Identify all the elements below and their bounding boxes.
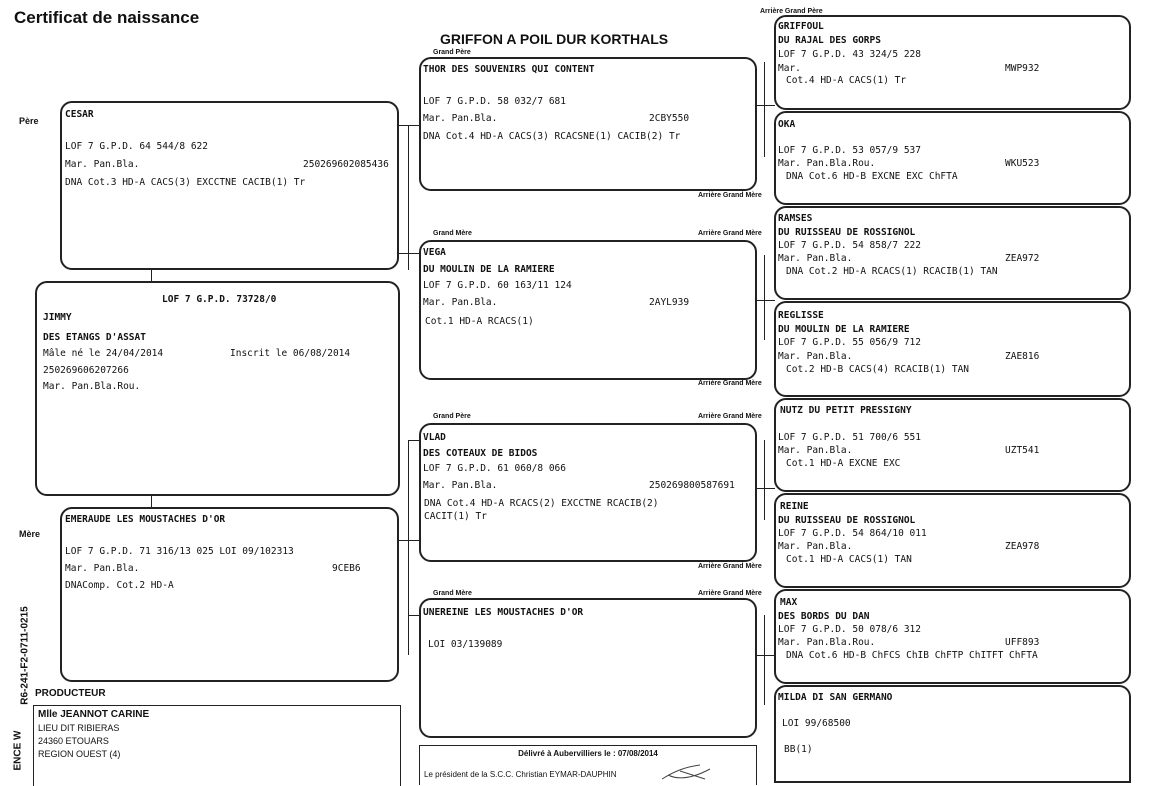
gp-titles: Cot.1 HD-A RCACS(1) bbox=[425, 316, 534, 327]
ggp-color: Mar. Pan.Bla. bbox=[778, 351, 853, 362]
ggp-color: Mar. Pan.Bla. bbox=[778, 541, 853, 552]
signature-icon bbox=[660, 761, 720, 783]
ggp-color: Mar. Pan.Bla. bbox=[778, 445, 853, 456]
gp-lof: LOF 7 G.P.D. 60 163/11 124 bbox=[423, 280, 572, 291]
connector bbox=[764, 62, 765, 157]
gp-id: 250269800587691 bbox=[649, 480, 735, 491]
ggp-color: Mar. Pan.Bla.Rou. bbox=[778, 637, 876, 648]
gp4-label: Grand Mère bbox=[433, 590, 472, 597]
producer-line3: REGION OUEST (4) bbox=[38, 749, 121, 759]
dog-registered: Inscrit le 06/08/2014 bbox=[230, 348, 351, 359]
ggp-lof: LOF 7 G.P.D. 55 056/9 712 bbox=[778, 337, 921, 348]
gp-titles: DNA Cot.4 HD-A RCACS(2) EXCCTNE RCACIB(2) bbox=[424, 498, 659, 509]
ggp-titles: Cot.1 HD-A EXCNE EXC bbox=[786, 458, 901, 469]
ggp-titles: Cot.4 HD-A CACS(1) Tr bbox=[786, 75, 907, 86]
ggp-id: WKU523 bbox=[1005, 158, 1040, 169]
ggp-name: MAX bbox=[780, 597, 798, 608]
ggp-label: Arrière Grand Père bbox=[760, 8, 823, 15]
connector bbox=[755, 488, 775, 489]
great-grandparent-card bbox=[774, 685, 1131, 783]
dam-color: Mar. Pan.Bla. bbox=[65, 563, 140, 574]
ggp-color: Mar. bbox=[778, 63, 801, 74]
dam-card bbox=[60, 507, 399, 682]
delivery-issued: Délivré à Aubervilliers le : 07/08/2014 bbox=[518, 749, 658, 758]
grandparent-card bbox=[419, 598, 757, 738]
great-grandparent-card bbox=[774, 493, 1131, 588]
dog-affix: DES ETANGS D'ASSAT bbox=[43, 332, 146, 343]
ggp-id: MWP932 bbox=[1005, 63, 1040, 74]
sire-color: Mar. Pan.Bla. bbox=[65, 159, 140, 170]
delivery-president: Le président de la S.C.C. Christian EYMAR-DAUPHIN bbox=[424, 770, 617, 779]
gp-color: Mar. Pan.Bla. bbox=[423, 297, 498, 308]
connector bbox=[408, 440, 409, 655]
delivery-card bbox=[419, 745, 757, 785]
great-grandparent-card bbox=[774, 206, 1131, 300]
ggp-name: MILDA DI SAN GERMANO bbox=[778, 692, 893, 703]
connector bbox=[755, 300, 775, 301]
connector bbox=[764, 440, 765, 520]
producer-line1: LIEU DIT RIBIERAS bbox=[38, 723, 120, 733]
ggm-label: Arrière Grand Mère bbox=[698, 192, 762, 199]
ggp-id: ZEA978 bbox=[1005, 541, 1040, 552]
dog-name: JIMMY bbox=[43, 312, 72, 323]
pere-label: Père bbox=[19, 116, 39, 126]
ggp-titles: DNA Cot.6 HD-B ChFCS ChIB ChFTP ChITFT ChFTA bbox=[786, 650, 1038, 661]
ggp-lof: LOF 7 G.P.D. 54 864/10 011 bbox=[778, 528, 927, 539]
producer-line2: 24360 ETOUARS bbox=[38, 736, 109, 746]
ggp-name: REINE bbox=[780, 501, 809, 512]
dog-born: Mâle né le 24/04/2014 bbox=[43, 348, 164, 359]
ggp-id: ZAE816 bbox=[1005, 351, 1040, 362]
ggp-id: UFF893 bbox=[1005, 637, 1040, 648]
ggp-name: REGLISSE bbox=[778, 310, 824, 321]
great-grandparent-card bbox=[774, 589, 1131, 684]
connector bbox=[764, 255, 765, 340]
ggp-lof: LOF 7 G.P.D. 50 078/6 312 bbox=[778, 624, 921, 635]
ggp-color: Mar. Pan.Bla.Rou. bbox=[778, 158, 876, 169]
gp-lof: LOI 03/139089 bbox=[428, 639, 503, 650]
dog-color: Mar. Pan.Bla.Rou. bbox=[43, 381, 141, 392]
connector bbox=[151, 268, 152, 282]
ggp-titles: Cot.1 HD-A CACS(1) TAN bbox=[786, 554, 912, 565]
gp-titles2: CACIT(1) Tr bbox=[424, 511, 487, 522]
ggp-lof: LOI 99/68500 bbox=[782, 718, 851, 729]
gp-titles: DNA Cot.4 HD-A CACS(3) RCACSNE(1) CACIB(2) Tr bbox=[423, 131, 681, 142]
ggm-label: Arrière Grand Mère bbox=[698, 230, 762, 237]
ggp-color: Mar. Pan.Bla. bbox=[778, 253, 853, 264]
connector bbox=[151, 494, 152, 508]
gp-color: Mar. Pan.Bla. bbox=[423, 113, 498, 124]
ggp-extra: BB(1) bbox=[784, 744, 813, 755]
dam-titles: DNAComp. Cot.2 HD-A bbox=[65, 580, 174, 591]
connector bbox=[764, 615, 765, 705]
producer-card bbox=[33, 705, 401, 786]
ggp-affix: DU MOULIN DE LA RAMIERE bbox=[778, 324, 910, 335]
grandparent-card bbox=[419, 240, 757, 380]
dog-lof: LOF 7 G.P.D. 73728/0 bbox=[162, 294, 277, 305]
great-grandparent-card bbox=[774, 111, 1131, 205]
ggm-label: Arrière Grand Mère bbox=[698, 380, 762, 387]
ggm-label: Arrière Grand Mère bbox=[698, 563, 762, 570]
grandparent-card bbox=[419, 57, 757, 191]
sire-name: CESAR bbox=[65, 109, 94, 120]
connector bbox=[408, 125, 409, 270]
gp-lof: LOF 7 G.P.D. 61 060/8 066 bbox=[423, 463, 566, 474]
gp-id: 2AYL939 bbox=[649, 297, 690, 308]
sire-lof: LOF 7 G.P.D. 64 544/8 622 bbox=[65, 141, 208, 152]
sire-id: 250269602085436 bbox=[303, 159, 389, 170]
great-grandparent-card bbox=[774, 301, 1131, 397]
gp-lof: LOF 7 G.P.D. 58 032/7 681 bbox=[423, 96, 566, 107]
ggp-lof: LOF 7 G.P.D. 43 324/5 228 bbox=[778, 49, 921, 60]
ggp-lof: LOF 7 G.P.D. 54 858/7 222 bbox=[778, 240, 921, 251]
grandparent-card bbox=[419, 423, 757, 562]
ggp-name: OKA bbox=[778, 119, 796, 130]
gp1-label: Grand Père bbox=[433, 49, 471, 56]
ggp-affix: DES BORDS DU DAN bbox=[778, 611, 870, 622]
ggp-id: UZT541 bbox=[1005, 445, 1040, 456]
ggp-titles: DNA Cot.2 HD-A RCACS(1) RCACIB(1) TAN bbox=[786, 266, 998, 277]
ggp-affix: DU RUISSEAU DE ROSSIGNOL bbox=[778, 227, 916, 238]
ggp-affix: DU RUISSEAU DE ROSSIGNOL bbox=[778, 515, 916, 526]
great-grandparent-card bbox=[774, 398, 1131, 492]
gp-name: VLAD bbox=[423, 432, 446, 443]
page-title: Certificat de naissance bbox=[14, 8, 200, 27]
gp-affix: DU MOULIN DE LA RAMIERE bbox=[423, 264, 555, 275]
sire-card bbox=[60, 101, 399, 270]
mere-label: Mère bbox=[19, 529, 41, 539]
great-grandparent-card bbox=[774, 15, 1131, 110]
connector bbox=[398, 125, 420, 126]
ggp-name: NUTZ DU PETIT PRESSIGNY bbox=[780, 405, 912, 416]
ggm-label: Arrière Grand Mère bbox=[698, 413, 762, 420]
connector bbox=[755, 655, 775, 656]
ggp-id: ZEA972 bbox=[1005, 253, 1040, 264]
connector bbox=[398, 253, 420, 254]
breed-title: GRIFFON A POIL DUR KORTHALS bbox=[440, 31, 669, 47]
gp-affix: DES COTEAUX DE BIDOS bbox=[423, 448, 538, 459]
side-code2: ENCE W bbox=[12, 730, 24, 771]
ggp-name: GRIFFOUL bbox=[778, 21, 824, 32]
gp-name: THOR DES SOUVENIRS QUI CONTENT bbox=[423, 64, 595, 75]
producer-label: PRODUCTEUR bbox=[35, 688, 106, 699]
connector bbox=[398, 540, 420, 541]
ggp-titles: Cot.2 HD-B CACS(4) RCACIB(1) TAN bbox=[786, 364, 970, 375]
producer-name: Mlle JEANNOT CARINE bbox=[38, 709, 150, 720]
gp3-label: Grand Père bbox=[433, 413, 471, 420]
side-code: R6-241-F2-0711-0215 bbox=[19, 606, 31, 705]
dog-card bbox=[35, 281, 400, 496]
ggp-affix: DU RAJAL DES GORPS bbox=[778, 35, 881, 46]
connector bbox=[755, 105, 775, 106]
dam-name: EMERAUDE LES MOUSTACHES D'OR bbox=[65, 514, 226, 525]
dam-lof: LOF 7 G.P.D. 71 316/13 025 LOI 09/102313 bbox=[65, 546, 294, 557]
ggp-name: RAMSES bbox=[778, 213, 813, 224]
ggp-lof: LOF 7 G.P.D. 51 700/6 551 bbox=[778, 432, 921, 443]
gp-name: VEGA bbox=[423, 247, 446, 258]
ggp-titles: DNA Cot.6 HD-B EXCNE EXC ChFTA bbox=[786, 171, 958, 182]
ggp-lof: LOF 7 G.P.D. 53 057/9 537 bbox=[778, 145, 921, 156]
dam-id: 9CEB6 bbox=[332, 563, 361, 574]
sire-titles: DNA Cot.3 HD-A CACS(3) EXCCTNE CACIB(1) Tr bbox=[65, 177, 306, 188]
gp-color: Mar. Pan.Bla. bbox=[423, 480, 498, 491]
dog-chip: 250269606207266 bbox=[43, 365, 129, 376]
gp-name: UNEREINE LES MOUSTACHES D'OR bbox=[423, 607, 584, 618]
gp-id: 2CBY550 bbox=[649, 113, 690, 124]
gp2-label: Grand Mère bbox=[433, 230, 472, 237]
ggm-label: Arrière Grand Mère bbox=[698, 590, 762, 597]
